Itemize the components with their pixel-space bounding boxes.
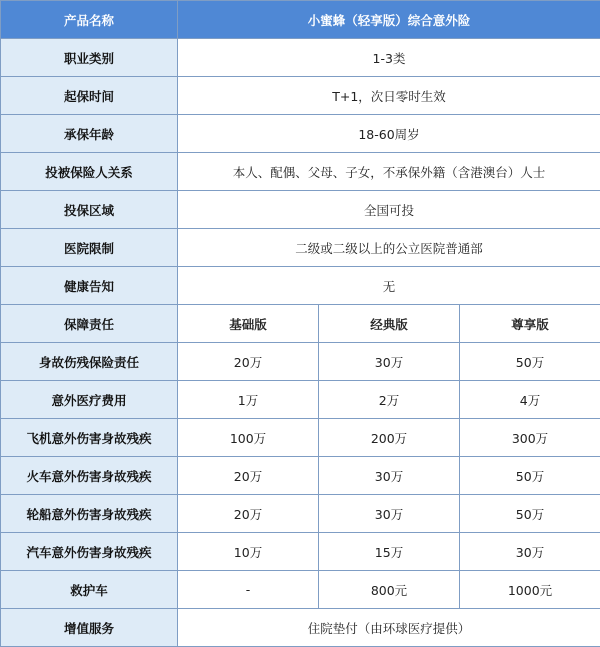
product-name: 小蜜蜂（轻享版）综合意外险 xyxy=(178,1,600,39)
row-label: 医院限制 xyxy=(1,229,178,267)
basic-value: 10万 xyxy=(178,533,319,571)
classic-value: 200万 xyxy=(319,419,460,457)
row-value: 全国可投 xyxy=(178,191,600,229)
premium-value: 30万 xyxy=(460,533,600,571)
table-row xyxy=(1,381,600,419)
row-label: 火车意外伤害身故残疾 xyxy=(1,457,178,495)
table-row xyxy=(1,419,600,457)
row-label: 健康告知 xyxy=(1,267,178,305)
table-row xyxy=(1,115,600,153)
table-row xyxy=(1,191,600,229)
row-label: 投保区域 xyxy=(1,191,178,229)
premium-value: 4万 xyxy=(460,381,600,419)
row-label: 汽车意外伤害身故残疾 xyxy=(1,533,178,571)
coverage-header-label: 保障责任 xyxy=(1,305,178,343)
row-label: 起保时间 xyxy=(1,77,178,115)
basic-value: 20万 xyxy=(178,343,319,381)
row-label: 职业类别 xyxy=(1,39,178,77)
row-value: 1-3类 xyxy=(178,39,600,77)
table-row xyxy=(1,77,600,115)
basic-value: - xyxy=(178,571,319,609)
basic-value: 100万 xyxy=(178,419,319,457)
table-row xyxy=(1,457,600,495)
row-label: 轮船意外伤害身故残疾 xyxy=(1,495,178,533)
premium-value: 300万 xyxy=(460,419,600,457)
basic-value: 20万 xyxy=(178,495,319,533)
row-label: 投被保险人关系 xyxy=(1,153,178,191)
premium-value: 50万 xyxy=(460,495,600,533)
premium-value: 50万 xyxy=(460,457,600,495)
table-header-row xyxy=(1,1,600,39)
plan-classic-header: 经典版 xyxy=(319,305,460,343)
table-row xyxy=(1,609,600,647)
row-label: 增值服务 xyxy=(1,609,178,647)
row-value: 二级或二级以上的公立医院普通部 xyxy=(178,229,600,267)
table-row xyxy=(1,39,600,77)
classic-value: 15万 xyxy=(319,533,460,571)
row-label: 身故伤残保险责任 xyxy=(1,343,178,381)
row-value: T+1，次日零时生效 xyxy=(178,77,600,115)
row-label: 承保年龄 xyxy=(1,115,178,153)
table-row xyxy=(1,229,600,267)
header-label: 产品名称 xyxy=(1,1,178,39)
plans-header-row xyxy=(1,305,600,343)
classic-value: 800元 xyxy=(319,571,460,609)
table-row xyxy=(1,267,600,305)
classic-value: 30万 xyxy=(319,343,460,381)
row-value: 18-60周岁 xyxy=(178,115,600,153)
row-label: 救护车 xyxy=(1,571,178,609)
row-label: 意外医疗费用 xyxy=(1,381,178,419)
premium-value: 1000元 xyxy=(460,571,600,609)
table-row xyxy=(1,343,600,381)
basic-value: 20万 xyxy=(178,457,319,495)
row-label: 飞机意外伤害身故残疾 xyxy=(1,419,178,457)
basic-value: 1万 xyxy=(178,381,319,419)
table-row xyxy=(1,495,600,533)
classic-value: 30万 xyxy=(319,457,460,495)
row-value: 本人、配偶、父母、子女，不承保外籍（含港澳台）人士 xyxy=(178,153,600,191)
premium-value: 50万 xyxy=(460,343,600,381)
table-row xyxy=(1,533,600,571)
table-row xyxy=(1,571,600,609)
plan-basic-header: 基础版 xyxy=(178,305,319,343)
plan-premium-header: 尊享版 xyxy=(460,305,600,343)
table-row xyxy=(1,153,600,191)
classic-value: 30万 xyxy=(319,495,460,533)
classic-value: 2万 xyxy=(319,381,460,419)
row-value: 住院垫付（由环球医疗提供） xyxy=(178,609,600,647)
row-value: 无 xyxy=(178,267,600,305)
